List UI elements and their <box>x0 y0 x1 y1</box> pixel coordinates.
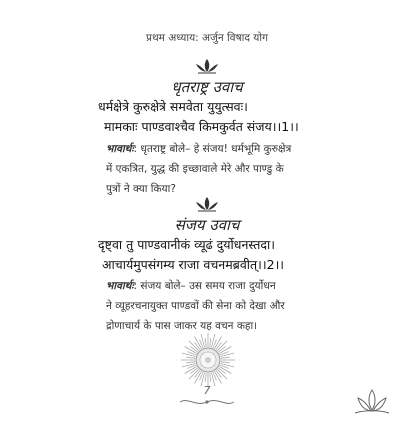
verse-line: दृष्ट्वा तु पाण्डवानीकं व्यूढं दुर्योधनस्तदा। <box>98 237 275 252</box>
meaning-line: भावार्थः: संजय बोले– उस समय राजा दुर्योधन <box>106 280 276 292</box>
meaning-line: भावार्थः: धृतराष्ट्र बोले– हे संजय! धर्मभूमि कुरुक्षेत्र <box>106 143 292 155</box>
meaning-line: द्रोणाचार्य के पास जाकर यह वचन कहा। <box>106 320 258 332</box>
meaning-line: में एकत्रित, युद्ध की इच्छावाले मेरे और पाण्डु के <box>106 163 284 175</box>
meaning-line: पुत्रों ने क्या किया? <box>106 183 176 195</box>
lotus-icon <box>194 58 220 74</box>
sun-emblem-icon <box>180 332 236 388</box>
lotus-corner-icon <box>352 386 392 416</box>
verse-line: मामकाः पाण्डवाश्चैव किमकुर्वत संजय।।1।। <box>104 119 299 134</box>
page-number: 7 <box>203 384 211 397</box>
running-header: प्रथम अध्याय: अर्जुन विषाद योग <box>145 32 268 44</box>
meaning-label: भावार्थः <box>106 280 134 292</box>
speaker-title: धृतराष्ट्र उवाच <box>171 78 243 96</box>
meaning-label: भावार्थः <box>106 143 134 155</box>
verse-line: आचार्यमुपसंगम्य राजा वचनमब्रवीत्।।2।। <box>102 257 285 272</box>
verse-line: धर्मक्षेत्रे कुरुक्षेत्रे समवेता युयुत्सवः। <box>98 99 248 114</box>
flourish-icon <box>178 396 236 408</box>
speaker-title: संजय उवाच <box>174 216 240 234</box>
lotus-icon <box>194 196 220 212</box>
meaning-line: ने व्यूहरचनायुक्त पाण्डवों की सेना को देखा और <box>106 300 285 312</box>
